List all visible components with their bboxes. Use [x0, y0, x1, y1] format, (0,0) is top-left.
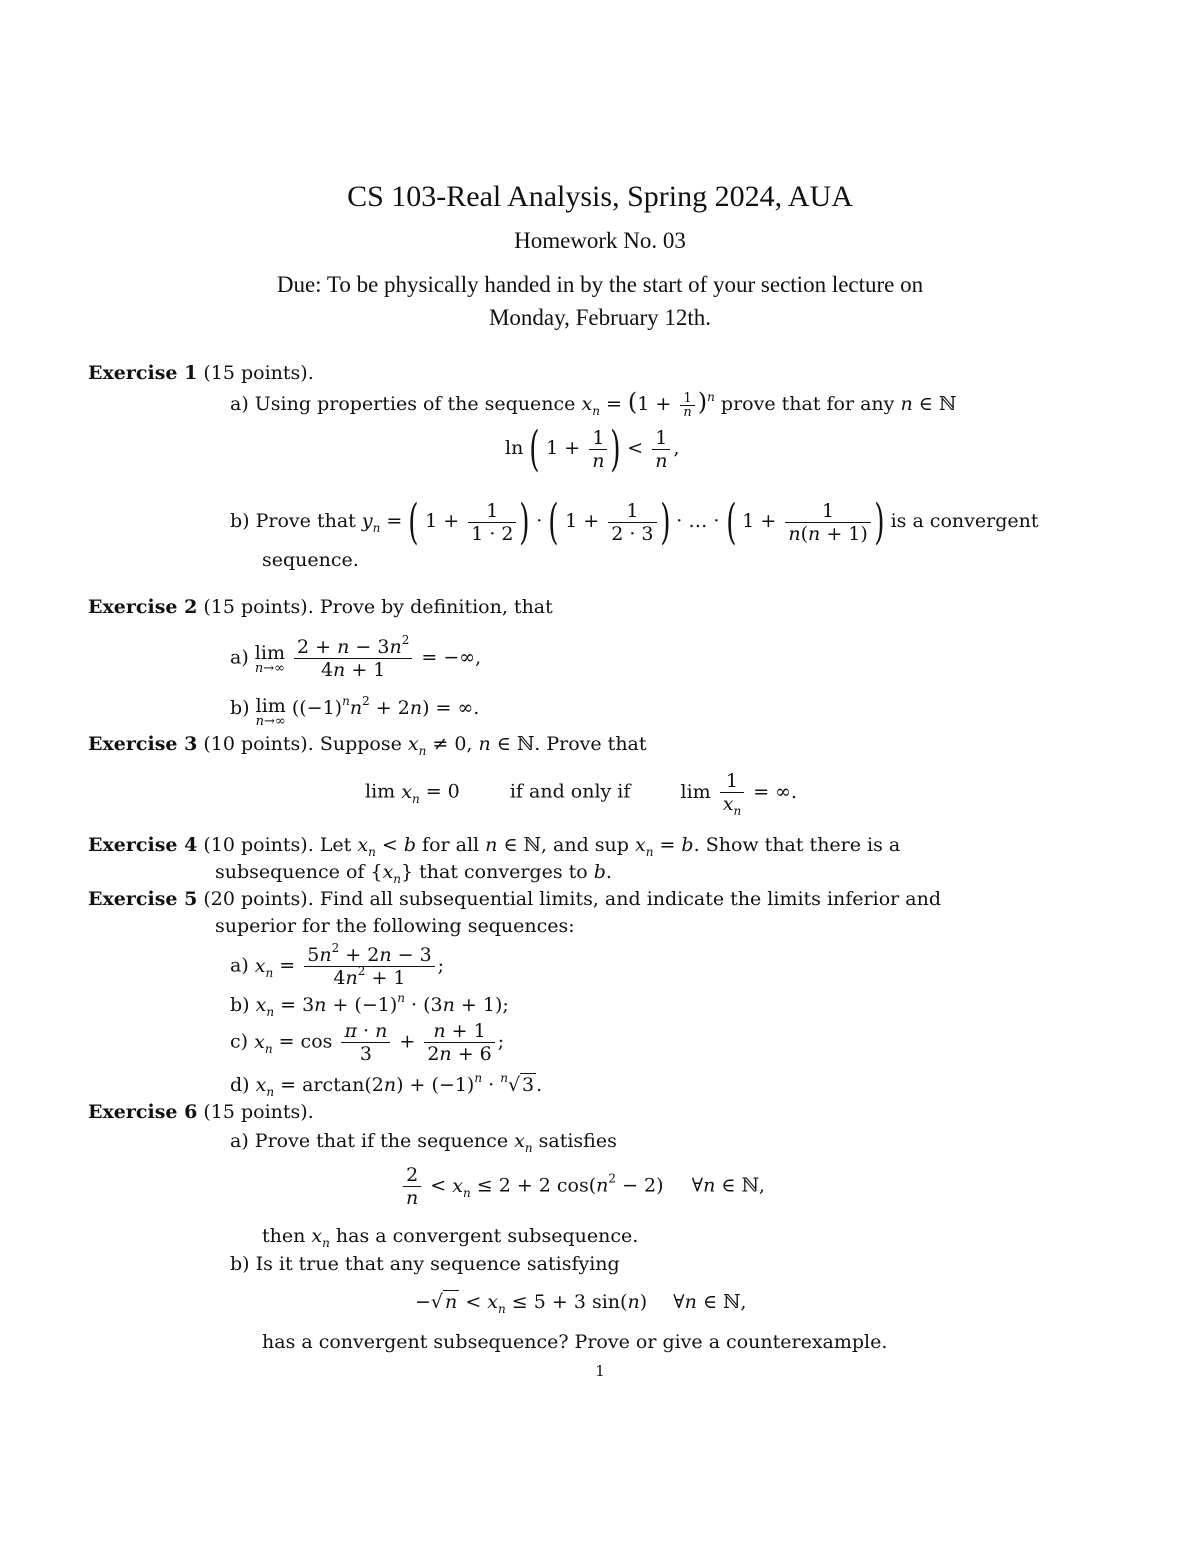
exercise-1a-statement: a) Using properties of the sequence $x_n = (1$ + $\frac{1}{n}$ )$^n$ prove that for any n ∈ ℕ [230, 388, 957, 420]
exercise-2a-math: a) lim n→∞ $\frac{2 + n - 3n^2}{4n + 1}$ = −∞, [230, 633, 482, 681]
math-xn-nonzero: $x_n \ne 0$, n ∈ ℕ. [407, 733, 541, 758]
exercise-6a-statement: a) Prove that if the sequence $x_n$ satisfies [230, 1130, 617, 1155]
exercise-3-label: Exercise 3 [88, 733, 198, 755]
math-n-in-N: n ∈ ℕ [900, 393, 957, 415]
exercise-3-points: (10 points). [203, 733, 314, 755]
iff-text: if and only if [509, 780, 631, 803]
exercise-6b-question: has a convergent subsequence? Prove or give a counterexample. [262, 1331, 888, 1353]
exercise-5-continuation: superior for the following sequences: [215, 915, 575, 937]
math-xn-def: $x_n = (1$ + $\frac{1}{n}$ )$^n$ [581, 388, 715, 420]
math-lim-recip-infinity: lim $\frac{1}{x_n}$ = ∞. [680, 770, 798, 818]
page-number: 1 [595, 1362, 605, 1380]
exercise-1-points: (15 points). [203, 362, 314, 384]
exercise-4-continuation: subsequence of $\{x_n\}$ that converges to b. [215, 861, 612, 886]
exercise-3-equivalence [365, 770, 798, 818]
exercise-5-label: Exercise 5 [88, 888, 198, 910]
exercise-6-points: (15 points). [203, 1101, 314, 1123]
exercise-2b-math: b) lim n→∞ $((-1)^nn^2 + 2n)$ = ∞. [230, 694, 480, 729]
exercise-2-label: Exercise 2 [88, 596, 198, 618]
exercise-6a-inequality: $\frac{2}{n}$ < $x_n \le 2 + 2$ $\cos(n^2 - 2)$ ∀n ∈ ℕ, [400, 1164, 765, 1209]
exercise-1-heading [88, 361, 314, 385]
due-line-1: Due: To be physically handed in by the start of your section lecture on [276, 272, 924, 297]
exercise-3-heading: Exercise 3 (10 points). Suppose $x_n \ne 0$, n ∈ ℕ. Prove that [88, 733, 647, 758]
exercise-1b-statement: b) Prove that $y_n$ = ( 1 + $\frac{1}{1 \cdot 2}$ ) · ( 1 + $\frac{1}{2 \cdot 3}$ ) · … · ( 1 + $\frac{1}{n(n + 1)}$ ) is a convergent [230, 494, 1039, 550]
exercise-5c-math: c) $x_n = \cos$ $\frac{\pi \cdot n}{3}$ + $\frac{n + 1}{2n + 6}$ ; [230, 1020, 505, 1065]
exercise-2-points: (15 points). [203, 596, 314, 618]
exercise-6b-inequality: −√ $n < x_n \le 5 + 3$ sin(n) ∀n ∈ ℕ, [415, 1291, 747, 1316]
homework-number: Homework No. 03 [514, 228, 686, 253]
due-line-2: Monday, February 12th. [488, 305, 712, 330]
exercise-5-points: (20 points). [203, 888, 314, 910]
exercise-2-intro: Prove by definition, that [319, 596, 553, 618]
exercise-5-heading: Exercise 5 (20 points). Find all subsequential limits, and indicate the limits inferior and [88, 888, 941, 910]
exercise-5d-math: d) $x_n = \arctan(2n) + (-1)^n \cdot ^n√$ 3 . [230, 1071, 543, 1099]
exercise-1-label: Exercise 1 [88, 362, 198, 384]
exercise-2-heading [88, 595, 553, 619]
math-ln-inequality: ln ( 1 + $\frac{1}{n}$ ) < $\frac{1}{n}$ , [505, 421, 680, 477]
document-title: CS 103-Real Analysis, Spring 2024, AUA [347, 180, 853, 213]
exercise-6-label: Exercise 6 [88, 1101, 198, 1123]
exercise-4-label: Exercise 4 [88, 834, 198, 856]
exercise-6b-statement: b) Is it true that any sequence satisfying [230, 1253, 620, 1275]
math-yn-product: $y_n$ = ( 1 + $\frac{1}{1 \cdot 2}$ ) · ( 1 + $\frac{1}{2 \cdot 3}$ ) · … · ( 1 + $\frac{1}{n(n + 1)}$ ) [361, 494, 885, 550]
exercise-6a-conclusion: then $x_n$ has a convergent subsequence. [262, 1225, 639, 1250]
exercise-4-points: (10 points). [203, 834, 314, 856]
exercise-4-heading: Exercise 4 (10 points). Let $x_n < b$ for all n ∈ ℕ, and sup $x_n = b$. Show that there is a [88, 834, 901, 859]
exercise-5b-math: b) $x_n = 3n + (-1)^n \cdot (3n + 1)$; [230, 991, 509, 1019]
exercise-5a-math: a) $x_n$ = $\frac{5n^2 + 2n - 3}{4n^2 + 1}$ ; [230, 941, 445, 989]
exercise-6-heading [88, 1100, 314, 1124]
math-lim-xn-zero: $\lim x_n = 0$ [365, 780, 460, 806]
exercise-1b-continuation: sequence. [262, 549, 359, 571]
